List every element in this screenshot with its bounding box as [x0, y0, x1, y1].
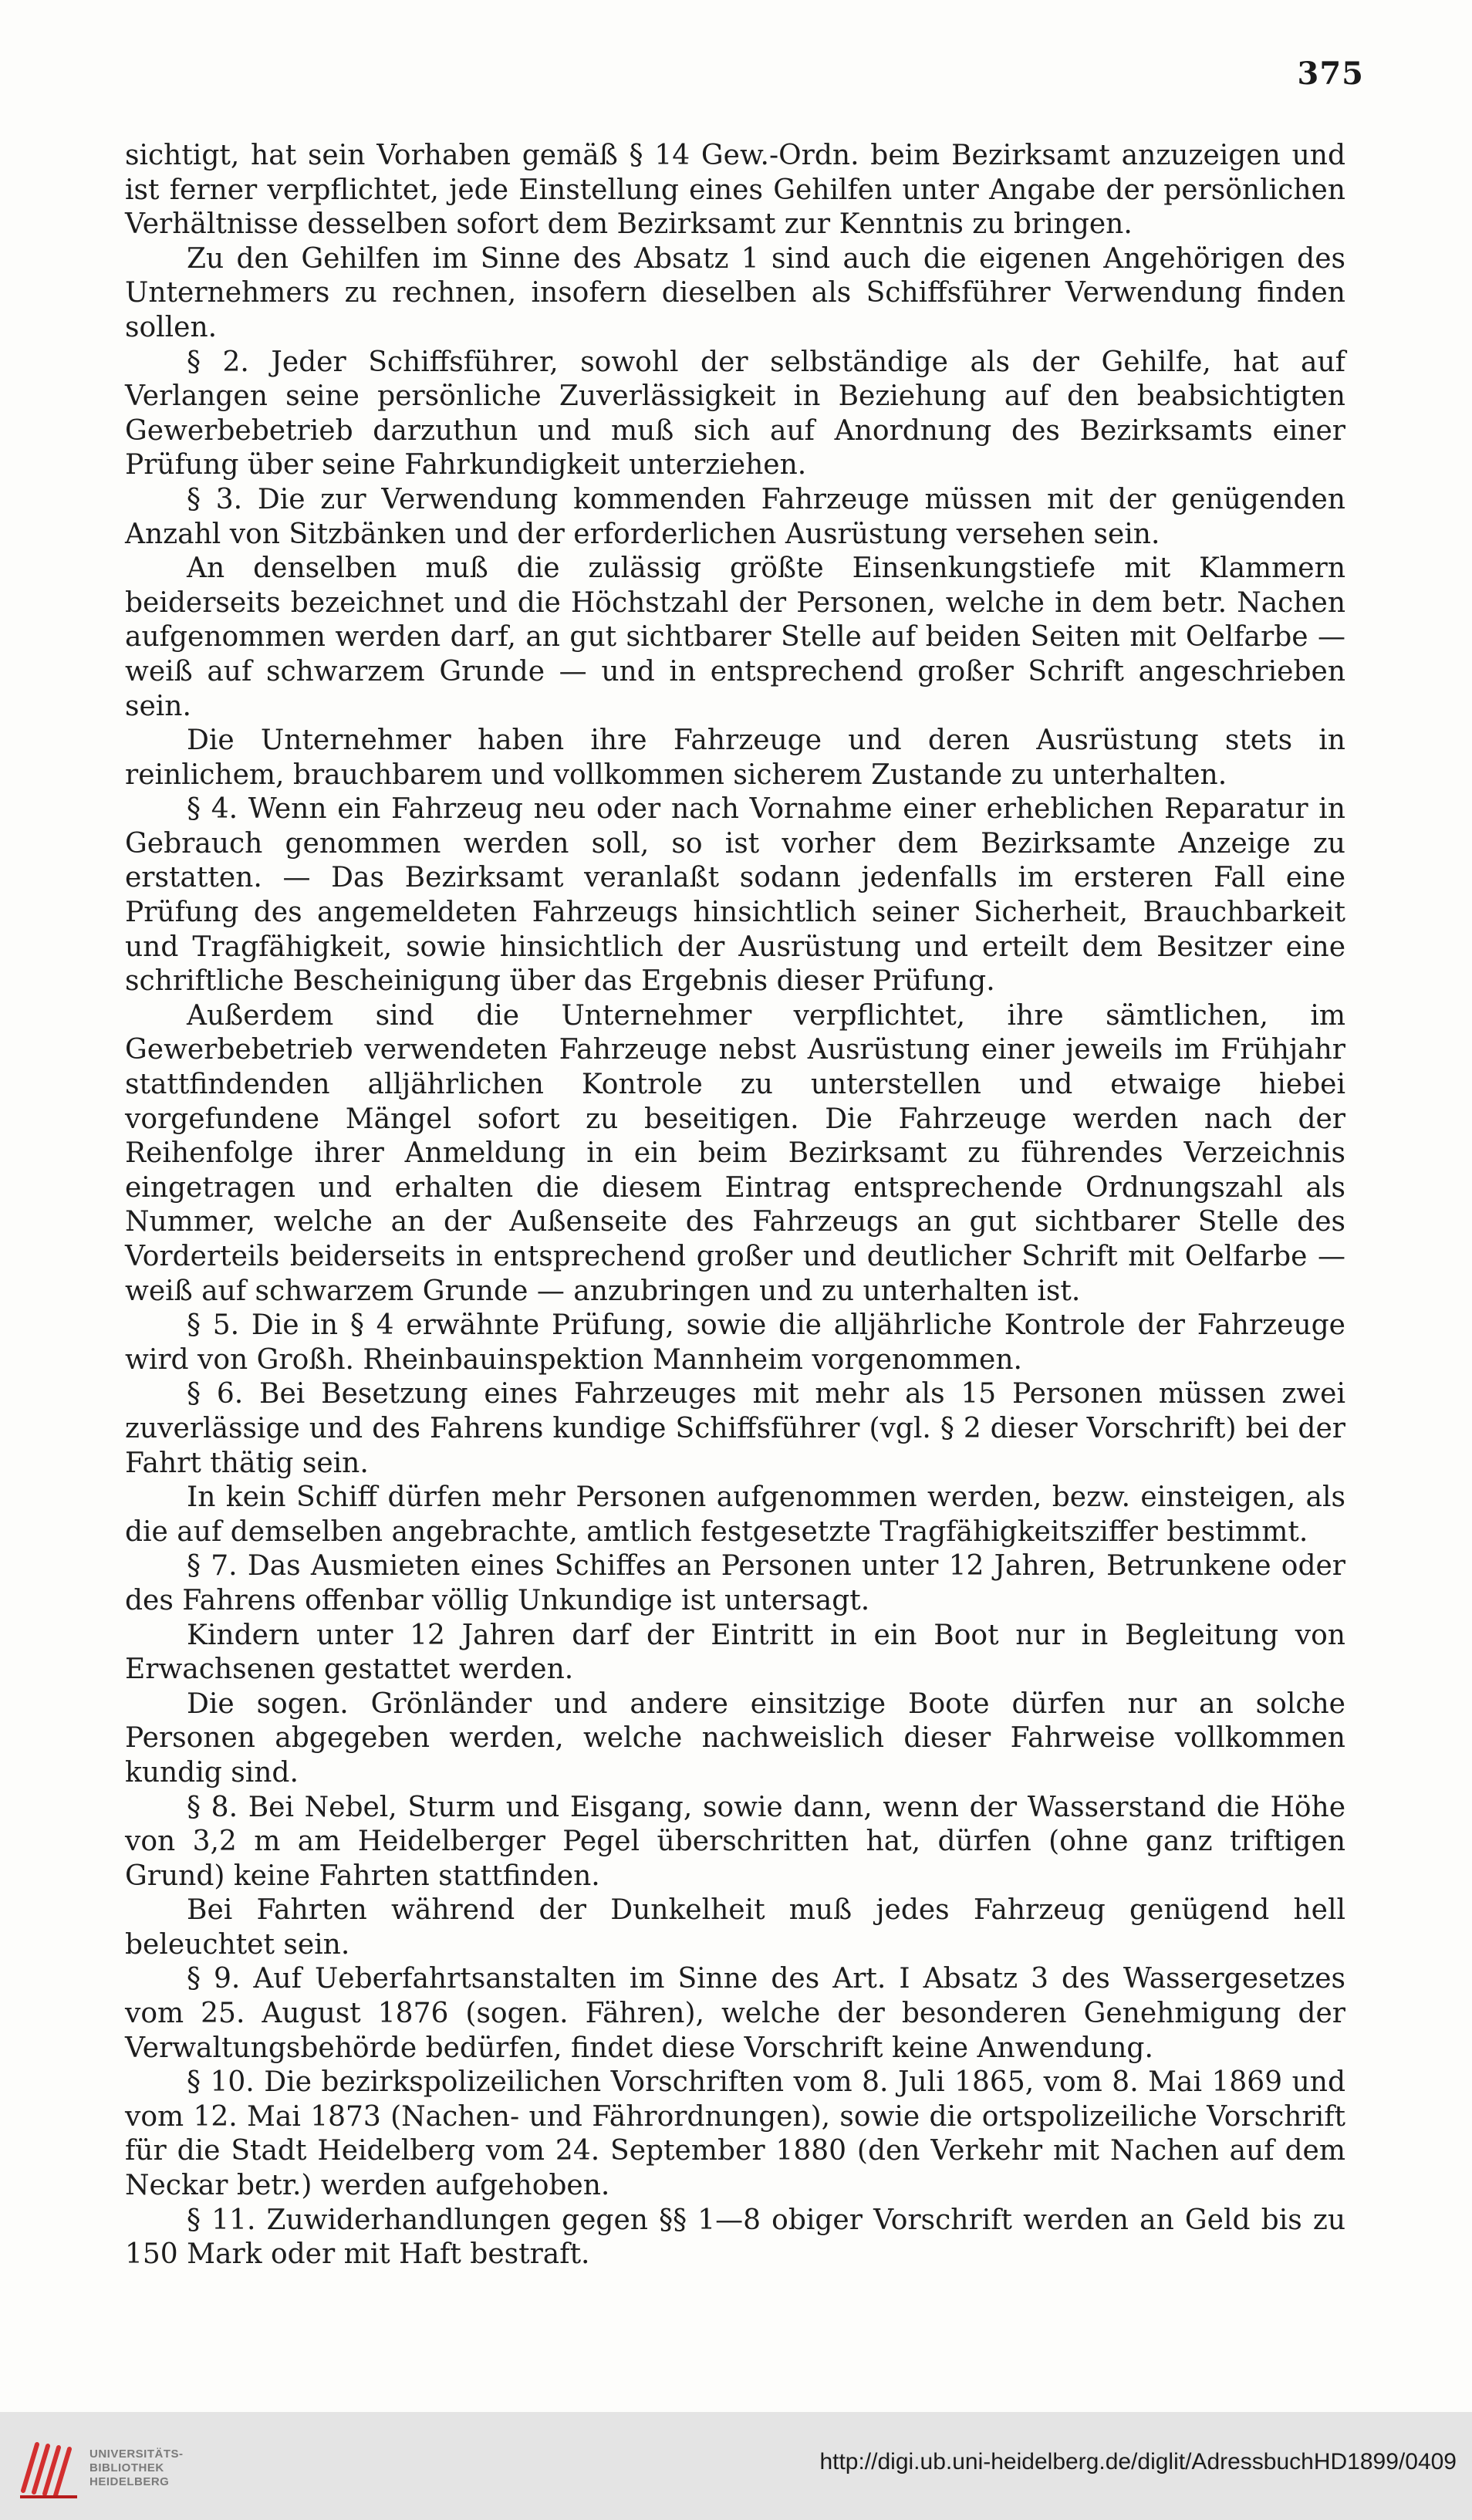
paragraph: Bei Fahrten während der Dunkelheit muß jedes Fahrzeug genügend hell beleuchtet sein.	[125, 1894, 1345, 1961]
body-text	[125, 139, 1345, 2272]
paragraph: In kein Schiff dürfen mehr Personen aufgenommen werden, bezw. einsteigen, als die auf demselben angebrachte, amtlich festgesetzte Tragfähigkeitsziffer bestimmt.	[125, 1481, 1345, 1548]
paragraph: Außerdem sind die Unternehmer verpflichtet, ihre sämtlichen, im Gewerbebetrieb verwendeten Fahrzeuge nebst Ausrüstung einer jeweils im Frühjahr stattfindenden alljährlichen Kontrole zu unterstellen und etwaige hiebei vorgefundene Mängel sofort zu beseitigen. Die Fahrzeuge werden nach der Reihenfolge ihrer Anmeldung in ein beim Bezirksamt zu führendes Verzeichnis eingetragen und erhalten die diesem Eintrag entsprechende Ordnungszahl als Nummer, welche an der Außenseite des Fahrzeugs an gut sichtbarer Stelle des Vorderteils beiderseits in entsprechend großer und deutlicher Schrift mit Oelfarbe — weiß auf schwarzem Grunde — anzubringen und zu unterhalten ist.	[125, 999, 1345, 1307]
paragraph: An denselben muß die zulässig größte Einsenkungstiefe mit Klammern beiderseits bezeichnet und die Höchstzahl der Personen, welche in dem betr. Nachen aufgenommen werden darf, an gut sichtbarer Stelle auf beiden Seiten mit Oelfarbe — weiß auf schwarzem Grunde — und in entsprechend großer Schrift angeschrieben sein.	[125, 552, 1345, 722]
paragraph-section-3: § 3. Die zur Verwendung kommenden Fahrzeuge müssen mit der genügenden Anzahl von Sitzbänken und der erforderlichen Ausrüstung versehen sein.	[125, 483, 1345, 550]
paragraph-section-9: § 9. Auf Ueberfahrtsanstalten im Sinne des Art. I Absatz 3 des Wassergesetzes vom 25. August 1876 (sogen. Fähren), welche der besonderen Genehmigung der Verwaltungsbehörde bedürfen, findet diese Vorschrift keine Anwendung.	[125, 1963, 1345, 2064]
paragraph-section-6: § 6. Bei Besetzung eines Fahrzeuges mit mehr als 15 Personen müssen zwei zuverlässige und des Fahrens kundige Schiffsführer (vgl. § 2 dieser Vorschrift) bei der Fahrt thätig sein.	[125, 1378, 1345, 1479]
paragraph-section-5: § 5. Die in § 4 erwähnte Prüfung, sowie die alljährliche Kontrole der Fahrzeuge wird von Großh. Rheinbauinspektion Mannheim vorgenommen.	[125, 1309, 1345, 1376]
paragraph: Zu den Gehilfen im Sinne des Absatz 1 sind auch die eigenen Angehörigen des Unternehmers zu rechnen, insofern dieselben als Schiffsführer Verwendung finden sollen.	[125, 242, 1345, 343]
paragraph-section-4: § 4. Wenn ein Fahrzeug neu oder nach Vornahme einer erheblichen Reparatur in Gebrauch genommen werden soll, so ist vorher dem Bezirksamte Anzeige zu erstatten. — Das Bezirksamt veranlaßt sodann jedenfalls im ersteren Fall eine Prüfung des angemeldeten Fahrzeugs hinsichtlich seiner Sicherheit, Brauchbarkeit und Tragfähigkeit, sowie hinsichtlich der Ausrüstung und erteilt dem Besitzer eine schriftliche Bescheinigung über das Ergebnis dieser Prüfung.	[125, 793, 1345, 998]
library-logo[interactable]	[15, 2430, 184, 2505]
paragraph: Die sogen. Grönländer und andere einsitzige Boote dürfen nur an solche Personen abgegeben werden, welche nachweislich dieser Fahrweise vollkommen kundig sind.	[125, 1687, 1345, 1789]
paragraph-section-2: § 2. Jeder Schiffsführer, sowohl der selbständige als der Gehilfe, hat auf Verlangen seine persönliche Zuverlässigkeit in Beziehung auf den beabsichtigten Gewerbebetrieb darzuthun und muß sich auf Anordnung des Bezirksamts einer Prüfung über seine Fahrkundigkeit unterziehen.	[125, 346, 1345, 481]
paragraph: Die Unternehmer haben ihre Fahrzeuge und deren Ausrüstung stets in reinlichem, brauchbarem und vollkommen sicherem Zustande zu unterhalten.	[125, 725, 1345, 791]
library-name-line-1: UNIVERSITÄTS-	[89, 2447, 184, 2461]
paragraph-section-8: § 8. Bei Nebel, Sturm und Eisgang, sowie dann, wenn der Wasserstand die Höhe von 3,2 m am Heidelberger Pegel überschritten hat, dürfen (ohne ganz triftigen Grund) keine Fahrten stattfinden.	[125, 1791, 1345, 1892]
paragraph-section-7: § 7. Das Ausmieten eines Schiffes an Personen unter 12 Jahren, Betrunkene oder des Fahrens offenbar völlig Unkundige ist untersagt.	[125, 1550, 1345, 1616]
permalink-url[interactable]: http://digi.ub.uni-heidelberg.de/diglit/AdressbuchHD1899/0409	[819, 2449, 1457, 2474]
paragraph: Kindern unter 12 Jahren darf der Eintritt in ein Boot nur in Begleitung von Erwachsenen gestattet werden.	[125, 1619, 1345, 1686]
library-name-line-3: HEIDELBERG	[89, 2475, 170, 2488]
ub-heidelberg-logo-icon	[15, 2430, 82, 2501]
paragraph-section-10: § 10. Die bezirkspolizeilichen Vorschriften vom 8. Juli 1865, vom 8. Mai 1869 und vom 12. Mai 1873 (Nachen- und Fährordnungen), sowie die ortspolizeiliche Vorschrift für die Stadt Heidelberg vom 24. September 1880 (den Verkehr mit Nachen auf dem Neckar betr.) werden aufgehoben.	[125, 2066, 1345, 2202]
library-name-line-2: BIBLIOTHEK	[89, 2461, 164, 2474]
paragraph-continuation: sichtigt, hat sein Vorhaben gemäß § 14 Gew.-Ordn. beim Bezirksamt anzuzeigen und ist ferner verpflichtet, jede Einstellung eines Gehilfen unter Angabe der persönlichen Verhältnisse desselben sofort dem Bezirksamt zur Kenntnis zu bringen.	[125, 140, 1345, 241]
library-name	[89, 2447, 184, 2489]
page-number: 375	[1297, 56, 1364, 92]
paragraph-section-11: § 11. Zuwiderhandlungen gegen §§ 1—8 obiger Vorschrift werden an Geld bis zu 150 Mark oder mit Haft bestraft.	[125, 2204, 1345, 2271]
digitization-footer	[0, 2412, 1472, 2520]
